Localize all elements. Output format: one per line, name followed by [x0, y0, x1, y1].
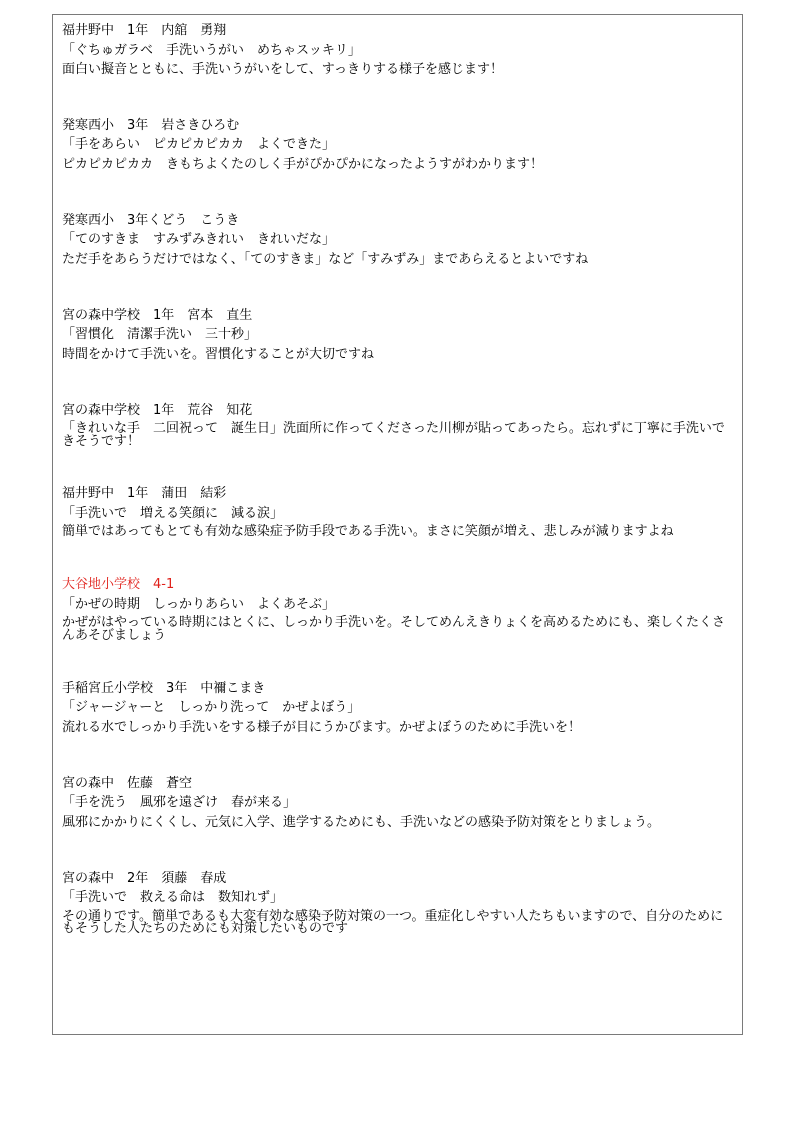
entry-author: 宮の森中 佐藤 蒼空: [62, 775, 193, 791]
entry-comment: 「きれいな手 二回祝って 誕生日」洗面所に作ってくださった川柳が貼ってあったら。忘れずに丁寧に手洗いできそうです！: [62, 421, 725, 449]
entry-author: 発寒西小 3年 岩さきひろむ: [62, 117, 240, 133]
entry-author: 宮の森中学校 1年 荒谷 知花: [62, 402, 253, 418]
entry-senryu: 「手をあらい ピカピカピカカ よくできた」: [62, 137, 336, 153]
entry-senryu: 「ぐちゅガラベ 手洗いうがい めちゃスッキリ」: [62, 42, 361, 58]
entry-comment: かぜがはやっている時期にはとくに、しっかり手洗いを。そしてめんえきりょくを高めるためにも、楽しくたくさんあそびましょう: [62, 615, 726, 643]
entry-7: [62, 575, 734, 642]
entry-comment: その通りです。簡単であるも大変有効な感染予防対策の一つ。重症化しやすい人たちもいますので、自分のためにもそうした人たちのためにも対策したいものです: [62, 908, 724, 937]
entry-senryu: 「手を洗う 風邪を遠ざけ 春が来る」: [62, 795, 297, 811]
entry-senryu: 「てのすきま すみずみきれい きれいだな」: [62, 232, 336, 248]
entry-10: [62, 869, 734, 936]
entry-senryu: 「かぜの時期 しっかりあらい よくあそぶ」: [62, 596, 336, 612]
entry-6: [62, 484, 734, 539]
entry-senryu: 「手洗いで 救える命は 数知れず」: [62, 890, 284, 906]
entry-comment: 流れる水でしっかり手洗いをする様子が目にうかびます。かぜよぼうのために手洗いを！: [62, 719, 581, 735]
entry-comment: ただ手をあらうだけではなく、「てのすきま」など「すみずみ」まであらえるとよいですね: [62, 251, 589, 267]
entry-senryu: 「ジャージャーと しっかり洗って かぜよぼう」: [62, 700, 361, 716]
entry-author: 発寒西小 3年くどう こうき: [62, 212, 240, 228]
entry-author: 宮の森中学校 1年 宮本 直生: [62, 307, 253, 323]
entry-author: 福井野中 1年 蒲田 結彩: [62, 486, 227, 502]
entry-author-highlighted: 大谷地小学校 4-1: [62, 577, 175, 593]
entry-senryu: 「手洗いで 増える笑顔に 減る涙」: [62, 505, 284, 521]
entry-4: [62, 306, 734, 365]
entry-2: [62, 116, 734, 175]
entry-senryu: 「習慣化 清潔手洗い 三十秒」: [62, 327, 258, 343]
entry-comment: 時間をかけて手洗いを。習慣化することが大切ですね: [62, 346, 375, 362]
entry-5: [62, 401, 734, 449]
entry-comment: 面白い擬音とともに、手洗いうがいをして、すっきりする様子を感じます！: [62, 62, 503, 77]
entry-comment: ピカピカピカカ きもちよくたのしく手がぴかぴかになったようすがわかります！: [62, 156, 544, 172]
senryu-entry-list: [62, 21, 734, 972]
entry-comment: 風邪にかかりにくくし、元気に入学、進学するためにも、手洗いなどの感染予防対策をとりましょう。: [62, 814, 661, 830]
entry-author: 福井野中 1年 内舘 勇翔: [62, 23, 227, 38]
entry-8: [62, 679, 734, 738]
entry-comment: 簡単ではあってもとても有効な感染症予防手段である手洗い。まさに笑顔が増え、悲しみが減りますよね: [62, 524, 674, 540]
entry-author: 宮の森中 2年 須藤 春成: [62, 870, 227, 886]
entry-1: [62, 21, 734, 80]
entry-3: [62, 211, 734, 270]
entry-9: [62, 774, 734, 833]
entry-author: 手稲宮丘小学校 3年 中禰こまき: [62, 680, 266, 696]
